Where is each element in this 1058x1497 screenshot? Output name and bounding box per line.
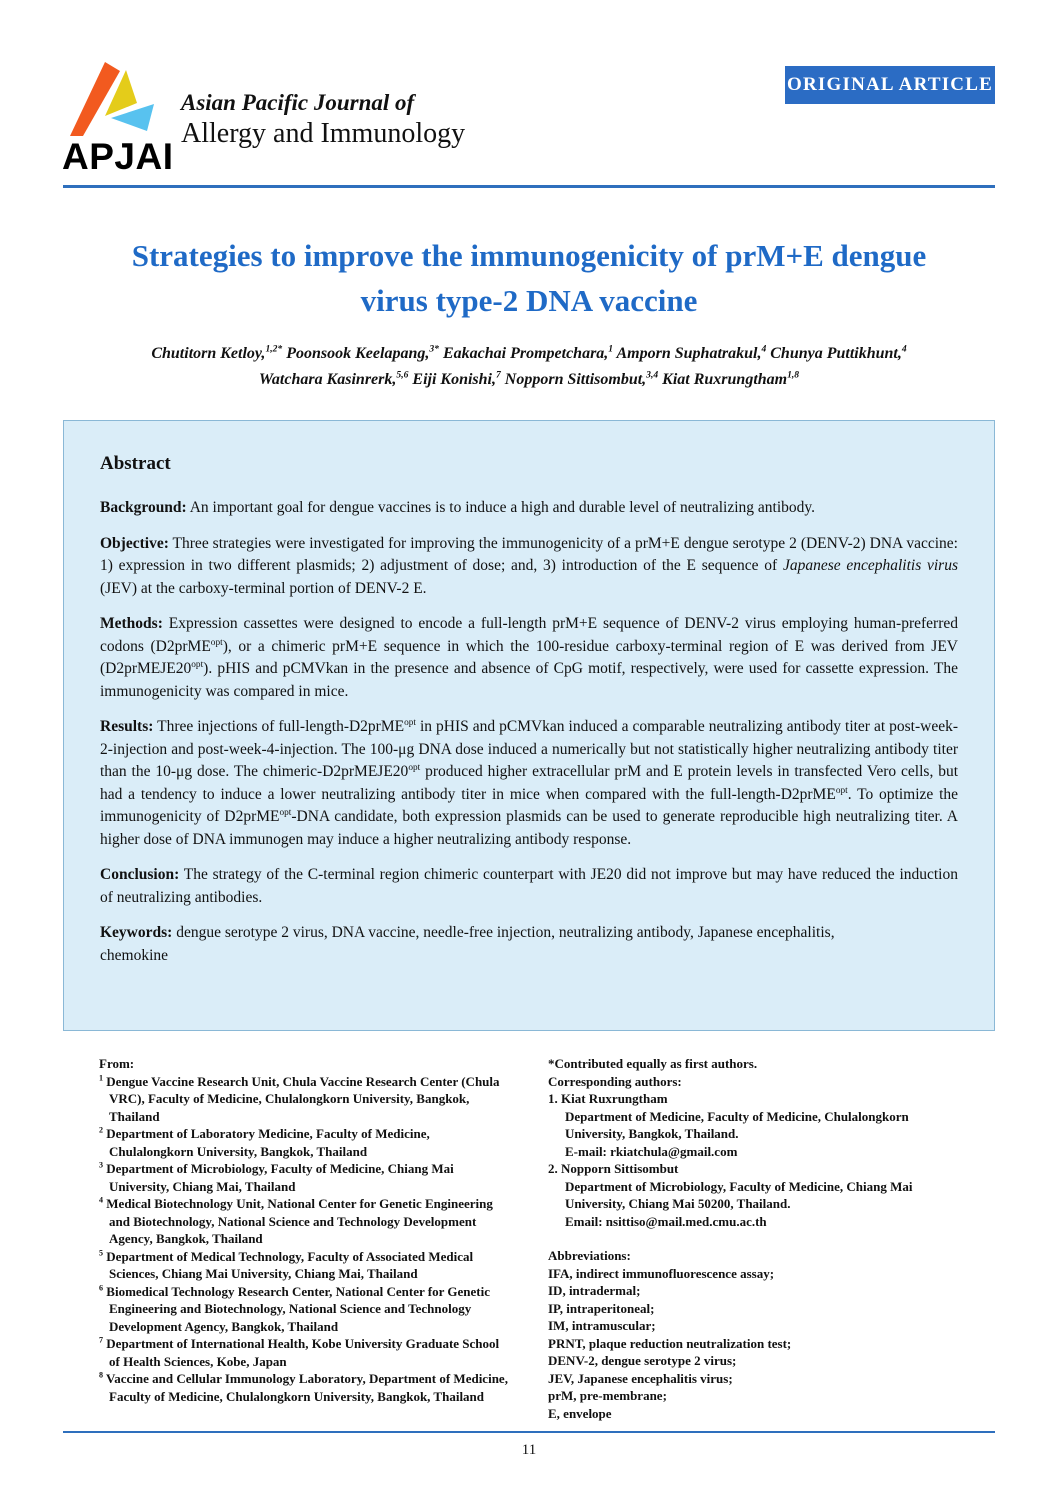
affiliation-item: $^3$ Department of Microbiology, Faculty of Medicine, Chiang Mai University, Chiang Mai, Thailand: [99, 1160, 454, 1194]
abstract-paragraph: Background: An important goal for dengue vaccines is to induce a high and durable level of neutralizing antibody.: [100, 499, 815, 516]
abbreviations-list: [548, 1265, 961, 1423]
logo-acronym: APJAI: [62, 136, 174, 177]
affiliations-column: [99, 1055, 513, 1422]
abbreviation-item: JEV, Japanese encephalitis virus;: [548, 1370, 733, 1386]
header-divider: [63, 185, 995, 188]
corresponding-author-name: 2. Nopporn Sittisombut: [548, 1161, 679, 1176]
abstract-paragraph: Conclusion: The strategy of the C-terminal region chimeric counterpart with JE20 did not improve but may have reduced the induction of neutralizing antibodies.: [100, 866, 958, 906]
footer-divider: [63, 1431, 995, 1433]
affiliation-item: $^2$ Department of Laboratory Medicine, Faculty of Medicine, Chulalongkorn University, Bangkok, Thailand: [99, 1125, 430, 1159]
corresponding-author-detail: Email: nsittiso@mail.med.cmu.ac.th: [565, 1213, 767, 1229]
corresponding-author-detail: Department of Medicine, Faculty of Medicine, Chulalongkorn University, Bangkok, Thailand.: [565, 1108, 909, 1141]
abbreviation-item: IFA, indirect immunofluorescence assay;: [548, 1265, 775, 1281]
author-list: [40, 341, 1018, 394]
corresponding-author-detail: Department of Microbiology, Faculty of Medicine, Chiang Mai University, Chiang Mai 50200, Thailand.: [565, 1178, 913, 1211]
article-title-line1: Strategies to improve the immunogenicity of prM+E dengue: [131, 238, 927, 273]
abstract-paragraph: Objective: Three strategies were investigated for improving the immunogenicity of a prM+E dengue serotype 2 (DENV-2) DNA vaccine: 1) expression in two different plasmids; 2) adjustment of dose; and, 3) introduction of the E sequence of Japanese encephalitis virus (JEV) at the carboxy-terminal portion of DENV-2 E.: [100, 534, 958, 597]
abstract-paragraph: Results: Three injections of full-length-D2prME$^{opt}$ in pHIS and pCMVkan induced a comparable neutralizing antibody titer at post-week-2-injection and post-week-4-injection. The 100-μg DNA dose induced a numerically but not statistically higher neutralizing antibody titer than the 10-μg dose. The chimeric-$D2prMEJE20^{opt}$ produced higher extracellular prM and E protein levels in transfected Vero cells, but had a tendency to induce a lower neutralizing antibody titer in mice when compared with the full-length-D2prME$^{opt}$. To optimize the immunogenicity of D2prME$^{opt}$-DNA candidate, both expression plasmids can be used to generate reproducible high neutralizing titer. A higher dose of DNA immunogen may induce a higher neutralizing antibody response.: [100, 717, 959, 848]
journal-name-line1: Asian Pacific Journal of: [181, 90, 415, 115]
author-line-1: Chutitorn Ketloy,$^{1,2*}$ Poonsook Keelapang,$^{3*}$ Eakachai Prompetchara,$^1$ Amporn Suphatrakul,$^4$ Chunya Puttikhunt,$^4$: [151, 343, 907, 362]
contributed-note: *Contributed equally as first authors.: [548, 1056, 758, 1071]
abbreviation-item: IP, intraperitoneal;: [548, 1300, 655, 1316]
journal-name-line2: Allergy and Immunology: [181, 118, 466, 150]
footnotes: [99, 1055, 961, 1422]
abbreviations-header: Abbreviations:: [548, 1248, 631, 1263]
corresponding-author-name: 1. Kiat Ruxrungtham: [548, 1091, 668, 1106]
abstract-paragraphs: [100, 497, 958, 967]
abbreviation-item: DENV-2, dengue serotype 2 virus;: [548, 1353, 737, 1368]
affiliations-header: From:: [99, 1056, 135, 1071]
page-number: 11: [521, 1442, 537, 1458]
corresponding-author-detail: E-mail: rkiatchula@gmail.com: [565, 1143, 738, 1159]
abstract-paragraph: Keywords: dengue serotype 2 virus, DNA vaccine, needle-free injection, neutralizing antibody, Japanese encephalitis, chemokine: [100, 924, 835, 964]
author-line-2: Watchara Kasinrerk,$^{5,6}$ Eiji Konishi,$^7$ Nopporn Sittisombut,$^{3,4}$ Kiat Ruxrungtham$^{1,8}$: [258, 370, 800, 389]
affiliation-item: $^4$ Medical Biotechnology Unit, National Center for Genetic Engineering and Biotechnology, National Science and Technology Development Agency, Bangkok, Thailand: [99, 1195, 493, 1246]
abbreviation-item: prM, pre-membrane;: [548, 1388, 667, 1403]
journal-name: [181, 90, 465, 151]
journal-logo: [62, 58, 182, 175]
article-title-line2: virus type-2 DNA vaccine: [360, 282, 698, 318]
affiliation-item: $^1$ Dengue Vaccine Research Unit, Chula Vaccine Research Center (Chula VRC), Faculty of Medicine, Chulalongkorn University, Bangkok, Thailand: [99, 1073, 500, 1124]
corresponding-authors-header: Corresponding authors:: [548, 1073, 682, 1089]
corresponding-author: [548, 1160, 961, 1230]
affiliation-item: $^7$ Department of International Health, Kobe University Graduate School of Health Sciences, Kobe, Japan: [99, 1335, 500, 1369]
article-type-badge: ORIGINAL ARTICLE: [785, 66, 995, 104]
abstract-heading: Abstract: [100, 453, 171, 474]
affiliations-list: [99, 1073, 513, 1406]
abbreviation-item: E, envelope: [548, 1405, 612, 1421]
abbreviation-item: IM, intramuscular;: [548, 1318, 656, 1333]
apjai-triangle-logo-icon: [68, 58, 171, 138]
abbreviation-item: PRNT, plaque reduction neutralization test;: [548, 1335, 792, 1351]
abbreviation-item: ID, intradermal;: [548, 1283, 641, 1298]
abstract-box: [63, 420, 995, 1031]
corresponding-authors-list: [548, 1090, 961, 1230]
corresponding-author: [548, 1090, 961, 1160]
affiliation-item: $^6$ Biomedical Technology Research Center, National Center for Genetic Engineering and Biotechnology, National Science and Technology Development Agency, Bangkok, Thailand: [99, 1283, 490, 1334]
correspondence-column: [548, 1055, 961, 1422]
affiliation-item: $^5$ Department of Medical Technology, Faculty of Associated Medical Sciences, Chiang Mai University, Chiang Mai, Thailand: [99, 1248, 474, 1281]
abstract-paragraph: Methods: Expression cassettes were designed to encode a full-length prM+E sequence of DENV-2 virus employing human-preferred codons (D2prME$^{opt}$), or a chimeric prM+E sequence in which the 100-residue carboxy-terminal region of E was derived from JEV $(D2prMEJE20^{opt})$. pHIS and pCMVkan in the presence and absence of CpG motif, respectively, were used for cassette expression. The immunogenicity was compared in mice.: [100, 615, 958, 700]
affiliation-item: $^8$ Vaccine and Cellular Immunology Laboratory, Department of Medicine, Faculty of Medicine, Chulalongkorn University, Bangkok, Thailand: [99, 1370, 508, 1404]
article-title: [0, 234, 1058, 324]
